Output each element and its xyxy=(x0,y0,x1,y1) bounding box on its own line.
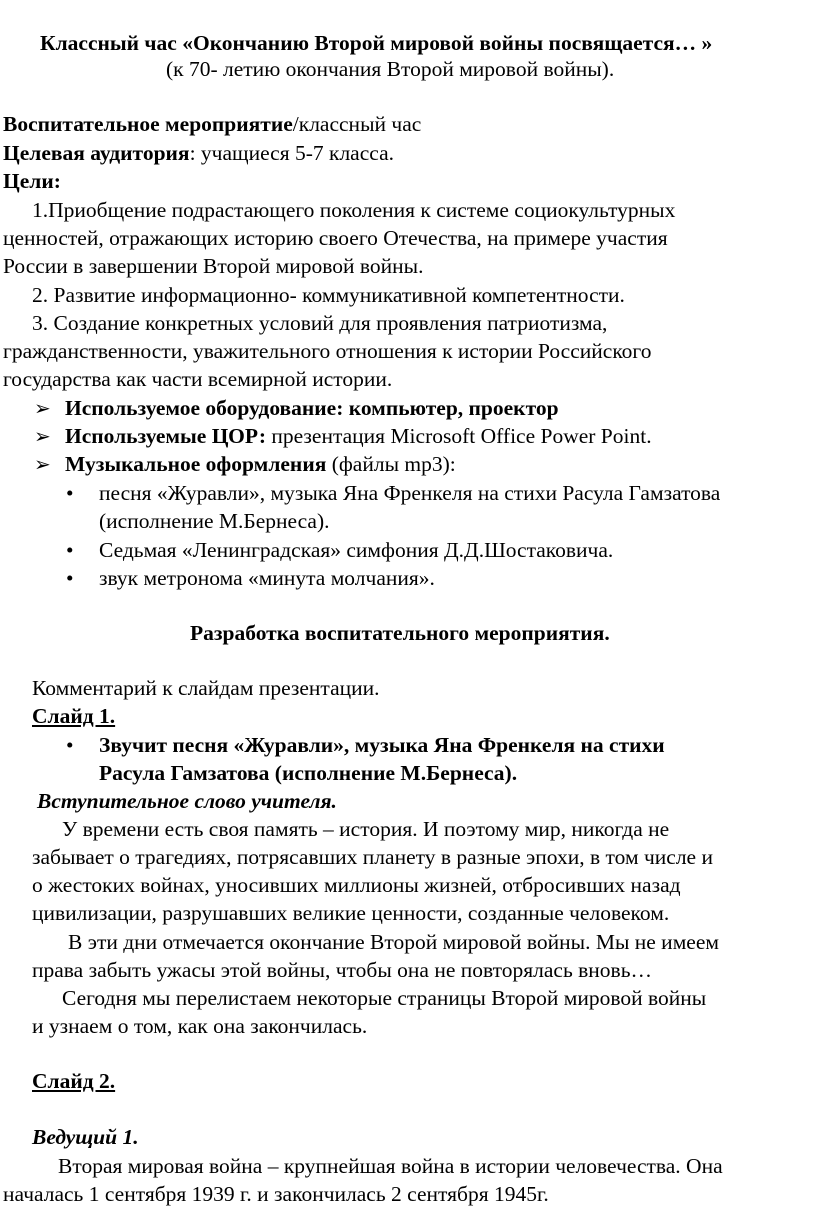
slide-1-heading: Слайд 1. xyxy=(32,704,116,728)
music-item-3: звук метронома «минута молчания». xyxy=(99,566,435,590)
bullet-icon: • xyxy=(66,733,74,757)
music-label: Музыкальное оформления xyxy=(65,452,327,476)
goal-3-line-3: государства как части всемирной истории. xyxy=(3,367,393,391)
goal-1-line-2: ценностей, отражающих историю своего Отечества, на примере участия xyxy=(3,226,668,250)
music-item-1-line-1: песня «Журавли», музыка Яна Френкеля на стихи Расула Гамзатова xyxy=(99,481,721,505)
slide-1-p2-line-2: права забыть ужасы этой войны, чтобы она не повторялась вновь… xyxy=(32,958,653,982)
slide-1-p3-line-2: и узнаем о том, как она закончилась. xyxy=(32,1014,368,1038)
slide-1-p1-line-4: цивилизации, разрушавших великие ценности, созданные человеком. xyxy=(32,901,670,925)
slide-1-p3-line-1: Сегодня мы перелистаем некоторые страницы Второй мировой войны xyxy=(62,986,707,1010)
equipment-line: Используемое оборудование: компьютер, проектор xyxy=(65,396,559,420)
arrow-bullet-icon: ➢ xyxy=(34,396,51,420)
goal-3-line-2: гражданственности, уважительного отношения к истории Российского xyxy=(3,339,652,363)
page-subtitle: (к 70- летию окончания Второй мировой войны). xyxy=(166,57,615,81)
cor-value: презентация Microsoft Office Power Point. xyxy=(265,424,652,448)
slide-2-heading: Слайд 2. xyxy=(32,1069,116,1093)
slides-comment: Комментарий к слайдам презентации. xyxy=(32,676,380,700)
music-item-2: Седьмая «Ленинградская» симфония Д.Д.Шостаковича. xyxy=(99,538,614,562)
event-type-value: /классный час xyxy=(292,112,422,136)
intro-heading: Вступительное слово учителя. xyxy=(37,789,337,813)
audience-value: : учащиеся 5-7 класса. xyxy=(189,141,394,165)
music-item-1-line-2: (исполнение М.Бернеса). xyxy=(99,509,330,533)
bullet-icon: • xyxy=(66,566,74,590)
page-title: Классный час «Окончанию Второй мировой войны посвящается… » xyxy=(40,31,713,55)
audience-label: Целевая аудитория xyxy=(3,141,190,165)
music-value: (файлы mp3): xyxy=(326,452,456,476)
music-line xyxy=(65,451,456,478)
goals-label: Цели: xyxy=(3,169,61,193)
slide-1-p1-line-2: забывает о трагедиях, потрясавших планету в разные эпохи, в том числе и xyxy=(32,845,713,869)
slide-1-p2-line-1: В эти дни отмечается окончание Второй мировой войны. Мы не имеем xyxy=(68,930,719,954)
goal-3-line-1: 3. Создание конкретных условий для проявления патриотизма, xyxy=(32,311,608,335)
event-type-line xyxy=(3,111,421,138)
slide-1-p1-line-3: о жестоких войнах, уносивших миллионы жизней, отбросивших назад xyxy=(32,873,681,897)
arrow-bullet-icon: ➢ xyxy=(34,452,51,476)
bullet-icon: • xyxy=(66,481,74,505)
cor-line xyxy=(65,423,652,450)
speaker-heading: Ведущий 1. xyxy=(32,1125,139,1149)
event-type-label: Воспитательное мероприятие xyxy=(3,112,293,136)
goal-1-line-3: России в завершении Второй мировой войны. xyxy=(3,254,424,278)
slide-2-p1-line-1: Вторая мировая война – крупнейшая война в истории человечества. Она xyxy=(58,1154,723,1178)
arrow-bullet-icon: ➢ xyxy=(34,424,51,448)
audience-line xyxy=(3,140,394,167)
slide-1-p1-line-1: У времени есть своя память – история. И поэтому мир, никогда не xyxy=(62,817,670,841)
bullet-icon: • xyxy=(66,538,74,562)
goal-1-line-1: 1.Приобщение подрастающего поколения к системе социокультурных xyxy=(32,198,676,222)
development-heading: Разработка воспитательного мероприятия. xyxy=(190,621,610,645)
goal-2-line-1: 2. Развитие информационно- коммуникативной компетентности. xyxy=(32,283,625,307)
slide-2-p1-line-2: началась 1 сентября 1939 г. и закончилась 2 сентября 1945г. xyxy=(3,1182,549,1206)
slide-1-song-line-1: Звучит песня «Журавли», музыка Яна Френкеля на стихи xyxy=(99,733,665,757)
slide-1-song-line-2: Расула Гамзатова (исполнение М.Бернеса). xyxy=(99,761,518,785)
cor-label: Используемые ЦОР: xyxy=(65,424,266,448)
